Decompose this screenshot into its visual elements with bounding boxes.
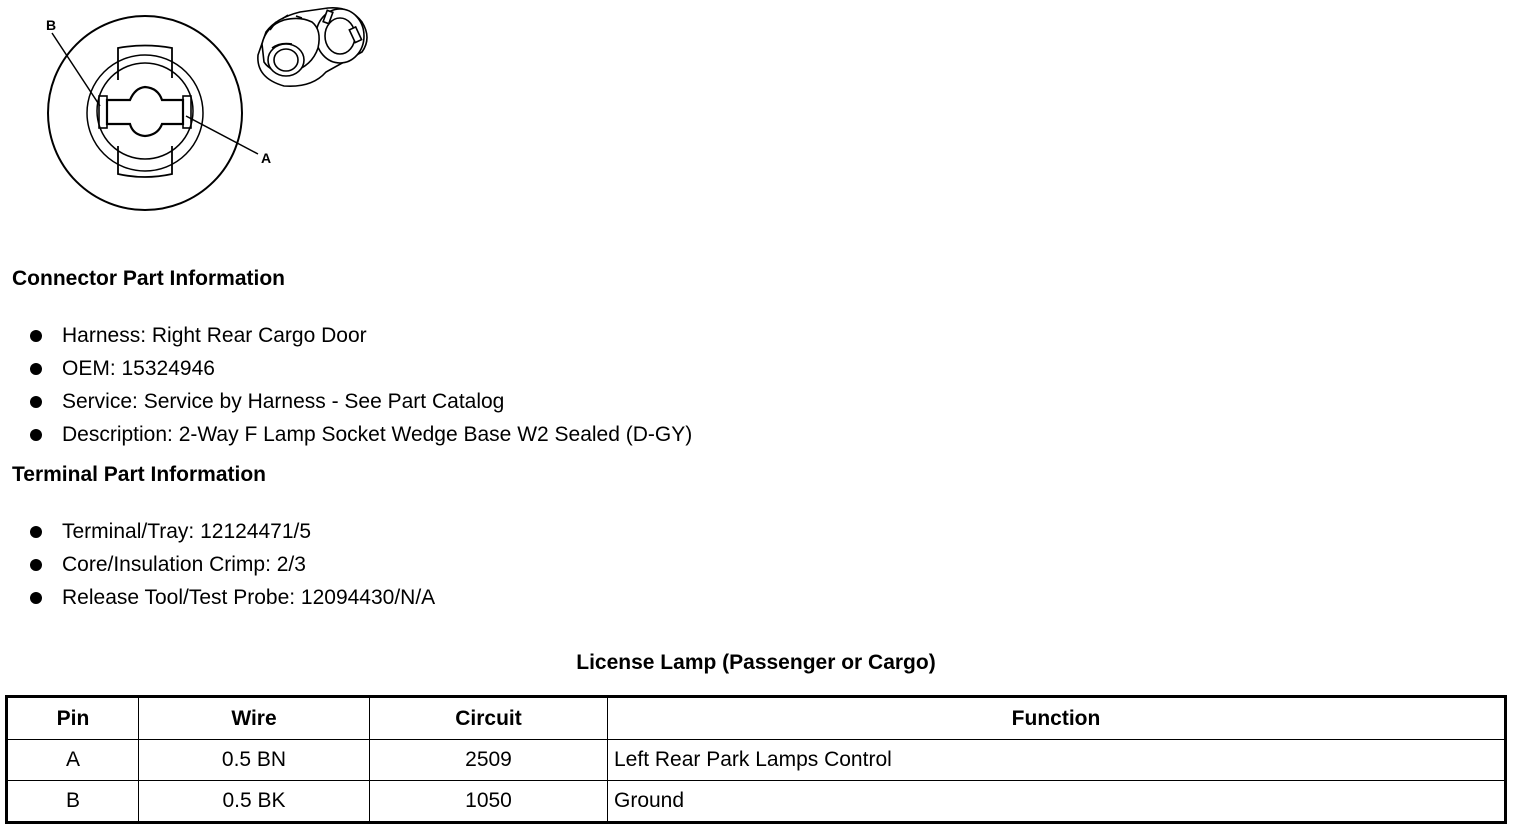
list-item-text: Release Tool/Test Probe: 12094430/N/A [62,586,436,609]
pin-cell: A [7,740,139,781]
bullet-icon [30,429,42,441]
circuit-cell: 2509 [370,740,608,781]
list-item-text: Description: 2-Way F Lamp Socket Wedge Base W2 Sealed (D-GY) [62,423,693,446]
circuit-cell: 1050 [370,781,608,823]
callout-a-label: A [261,150,272,166]
table-row [7,740,1506,781]
wire-cell: 0.5 BN [139,740,370,781]
bullet-icon [30,363,42,375]
list-item-text: Service: Service by Harness - See Part Catalog [62,390,505,413]
connector-part-info-heading: Connector Part Information [12,267,286,290]
list-item-text: Harness: Right Rear Cargo Door [62,324,367,347]
function-cell: Ground [608,781,1506,823]
callout-b-label: B [46,17,57,33]
connector-3d-view [258,8,367,86]
list-item-text: Core/Insulation Crimp: 2/3 [62,553,306,576]
bullet-icon [30,526,42,538]
column-header-circuit: Circuit [370,697,608,740]
table-title: License Lamp (Passenger or Cargo) [576,651,936,674]
pinout-table [5,695,1507,824]
list-item [0,418,692,451]
wire-cell: 0.5 BK [139,781,370,823]
bullet-icon [30,396,42,408]
list-item [0,515,435,548]
column-header-function: Function [608,697,1506,740]
list-item [0,548,435,581]
table-header-row [7,697,1506,740]
bullet-icon [30,330,42,342]
connector-part-info-list [0,319,692,451]
function-cell: Left Rear Park Lamps Control [608,740,1506,781]
bullet-icon [30,592,42,604]
column-header-wire: Wire [139,697,370,740]
terminal-part-info-list [0,515,435,614]
list-item-text: OEM: 15324946 [62,357,215,380]
bullet-icon [30,559,42,571]
column-header-pin: Pin [7,697,139,740]
list-item [0,352,692,385]
connector-illustration [0,0,400,225]
list-item [0,581,435,614]
table-row [7,781,1506,823]
pin-cell: B [7,781,139,823]
terminal-part-info-heading: Terminal Part Information [12,463,266,486]
connector-face-view [48,16,258,210]
list-item-text: Terminal/Tray: 12124471/5 [62,520,312,543]
list-item [0,319,692,352]
list-item [0,385,692,418]
